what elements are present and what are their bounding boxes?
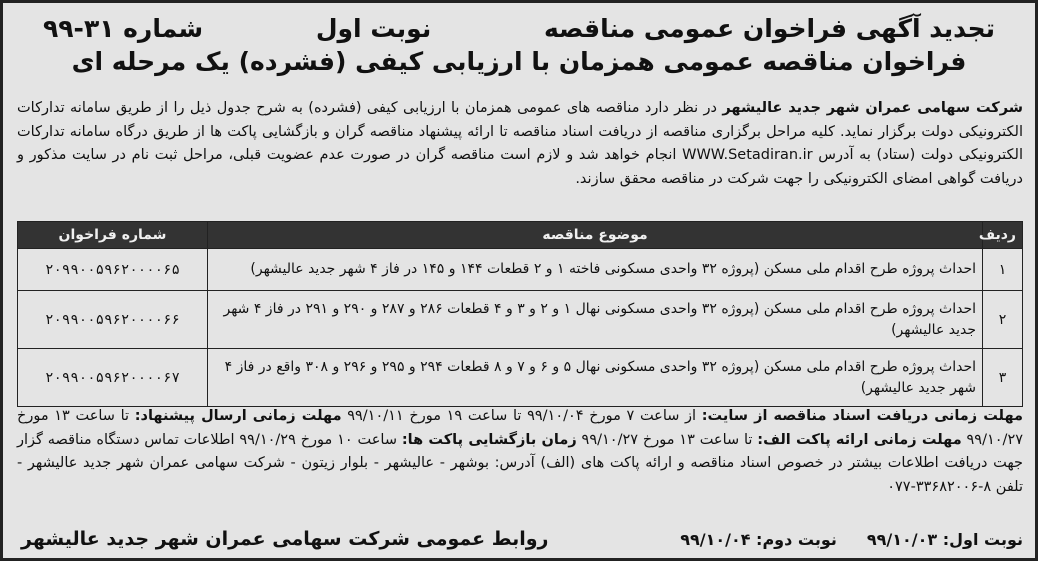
row-number: ۲ bbox=[983, 291, 1023, 349]
tender-table bbox=[17, 221, 1023, 407]
intro-paragraph bbox=[17, 97, 1023, 191]
submit-value: تا ساعت ۱۳ مورخ ۹۹/۱۰/۲۷ bbox=[17, 408, 1024, 448]
col-code: شماره فراخوان bbox=[18, 222, 208, 249]
table-row bbox=[18, 249, 1023, 291]
table-row bbox=[18, 291, 1023, 349]
row-code: ۲۰۹۹۰۰۵۹۶۲۰۰۰۰۶۷ bbox=[18, 349, 208, 407]
notice-subtitle: فراخوان مناقصه عمومی همزمان با ارزیابی کیفی (فشرده) یک مرحله ای bbox=[71, 47, 967, 76]
public-relations: روابط عمومی شرکت سهامی عمران شهر جدید عالیشهر bbox=[21, 528, 549, 550]
receive-value: از ساعت ۷ مورخ ۹۹/۱۰/۰۴ تا ساعت ۱۹ مورخ ۹۹/۱۰/۱۱ bbox=[347, 408, 697, 424]
intro-text: در نظر دارد مناقصه های عمومی همزمان با ارزیابی کیفی (فشرده) به شرح جدول ذیل را از طریق سامانه تدارکات الکترونیکی دولت برگزار نماید. کلیه مراحل برگزاری مناقصه از دریافت اسناد مناقصه تا ارائه پیشنهاد مناقصه گران و بازگشایی پاکت ها از طریق درگاه سامانه تدارکات الکترونیکی دولت (ستاد) به آدرس WWW.Setadiran.ir انجام خواهد شد و لازم است مناقصه گران در صورت عدم عضویت قبلی، مراحل ثبت نام در سایت مذکور و دریافت گواهی امضای الکترونیکی را جهت شرکت در مناقصه محقق سازند. bbox=[17, 100, 1023, 187]
contact-info: اطلاعات تماس دستگاه مناقصه گزار جهت دریافت اطلاعات بیشتر در خصوص اسناد مناقصه و ارائه پاکت های (الف) آدرس: بوشهر - عالیشهر - بلوار زیتون - شرکت سهامی عمران شهر جدید عالیشهر - تلفن ۸-۳۳۶۸۲۰۰۶-۰۷۷ bbox=[17, 431, 1023, 495]
notice-number: شماره ۳۱-۹۹ bbox=[43, 13, 204, 43]
packet-value: تا ساعت ۱۳ مورخ ۹۹/۱۰/۲۷ bbox=[581, 431, 753, 448]
first-round-date: نوبت اول: ۹۹/۱۰/۰۳ bbox=[866, 529, 1023, 549]
row-subject: احداث پروژه طرح اقدام ملی مسکن (پروژه ۳۲ واحدی مسکونی نهال ۱ و ۲ و ۳ و ۴ قطعات ۲۸۶ و ۲۸۷ و ۲۹۰ و ۲۹۱ در فاز ۴ شهر جدید عالیشهر) bbox=[208, 291, 983, 349]
company-name: شرکت سهامی عمران شهر جدید عالیشهر bbox=[722, 100, 1024, 116]
col-subject: موضوع مناقصه bbox=[208, 222, 983, 249]
notice-title: تجدید آگهی فراخوان عمومی مناقصه bbox=[543, 13, 995, 43]
col-row: ردیف bbox=[983, 222, 1023, 249]
open-label: زمان بازگشایی پاکت ها: bbox=[401, 431, 577, 448]
notice-footer bbox=[21, 522, 1023, 556]
row-number: ۳ bbox=[983, 349, 1023, 407]
notice-header bbox=[13, 11, 1025, 81]
table-row bbox=[18, 349, 1023, 407]
table-header-row bbox=[18, 222, 1023, 249]
second-round-date: نوبت دوم: ۹۹/۱۰/۰۴ bbox=[680, 529, 837, 549]
row-subject: احداث پروژه طرح اقدام ملی مسکن (پروژه ۳۲ واحدی مسکونی فاخته ۱ و ۲ قطعات ۱۴۴ و ۱۴۵ در فاز ۴ شهر جدید عالیشهر) bbox=[208, 249, 983, 291]
receive-label: مهلت زمانی دریافت اسناد مناقصه از سایت: bbox=[701, 408, 1024, 424]
packet-label: مهلت زمانی ارائه پاکت الف: bbox=[757, 431, 962, 448]
row-code: ۲۰۹۹۰۰۵۹۶۲۰۰۰۰۶۵ bbox=[18, 249, 208, 291]
open-value: ساعت ۱۰ مورخ ۹۹/۱۰/۲۹ bbox=[239, 431, 397, 448]
row-code: ۲۰۹۹۰۰۵۹۶۲۰۰۰۰۶۶ bbox=[18, 291, 208, 349]
notice-round: نوبت اول bbox=[315, 13, 432, 43]
deadlines-paragraph bbox=[17, 405, 1023, 499]
submit-label: مهلت زمانی ارسال پیشنهاد: bbox=[134, 408, 342, 424]
row-subject: احداث پروژه طرح اقدام ملی مسکن (پروژه ۳۲ واحدی مسکونی نهال ۵ و ۶ و ۷ و ۸ قطعات ۲۹۴ و ۲۹۵ و ۲۹۶ و ۳۰۸ واقع در فاز ۴ شهر جدید عالیشهر) bbox=[208, 349, 983, 407]
row-number: ۱ bbox=[983, 249, 1023, 291]
